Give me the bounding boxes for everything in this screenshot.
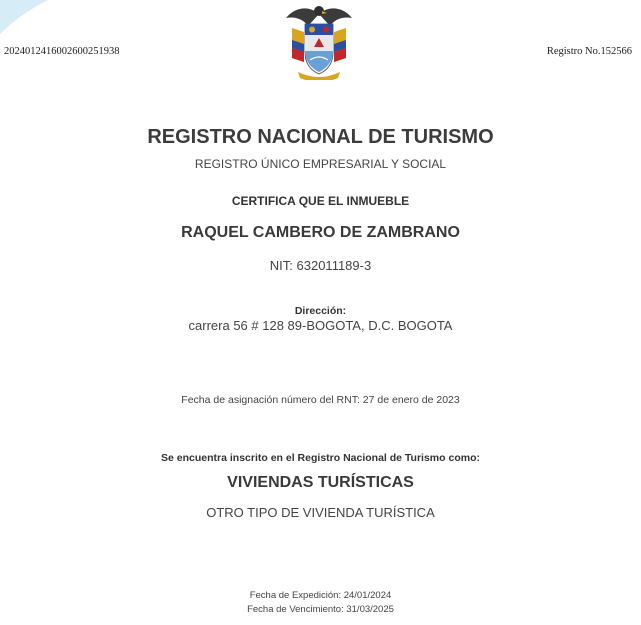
registered-as-label: Se encuentra inscrito en el Registro Nacional de Turismo como: [161,452,480,464]
document-number: 20240124160026002519​38 [4,46,120,57]
expiry-date: Fecha de Vencimiento: 31/03/2025 [247,604,394,615]
certificate-subtitle: REGISTRO ÚNICO EMPRESARIAL Y SOCIAL [194,157,447,171]
owner-name: RAQUEL CAMBERO DE ZAMBRANO [181,224,460,241]
registro-number: Registro No.152566 [546,46,632,57]
address-value: carrera 56 # 128 89-BOGOTA, D.C. BOGOTA [188,318,453,333]
address-label: Dirección: [294,305,347,317]
certificate-title: REGISTRO NACIONAL DE TURISMO [147,126,494,148]
tourism-category: VIVIENDAS TURÍSTICAS [227,474,414,491]
issue-date: Fecha de Expedición: 24/01/2024 [249,590,392,601]
tourism-subcategory: OTRO TIPO DE VIVIENDA TURÍSTICA [206,505,435,520]
colombia-coat-of-arms-seal [284,2,354,80]
nit-number: NIT: 632011189-3 [269,258,372,273]
rnt-assignment-date: Fecha de asignación número del RNT: 27 de enero de 2023 [181,394,460,406]
certifies-statement: CERTIFICA QUE EL INMUEBLE [231,194,410,208]
corner-decoration [0,0,60,40]
